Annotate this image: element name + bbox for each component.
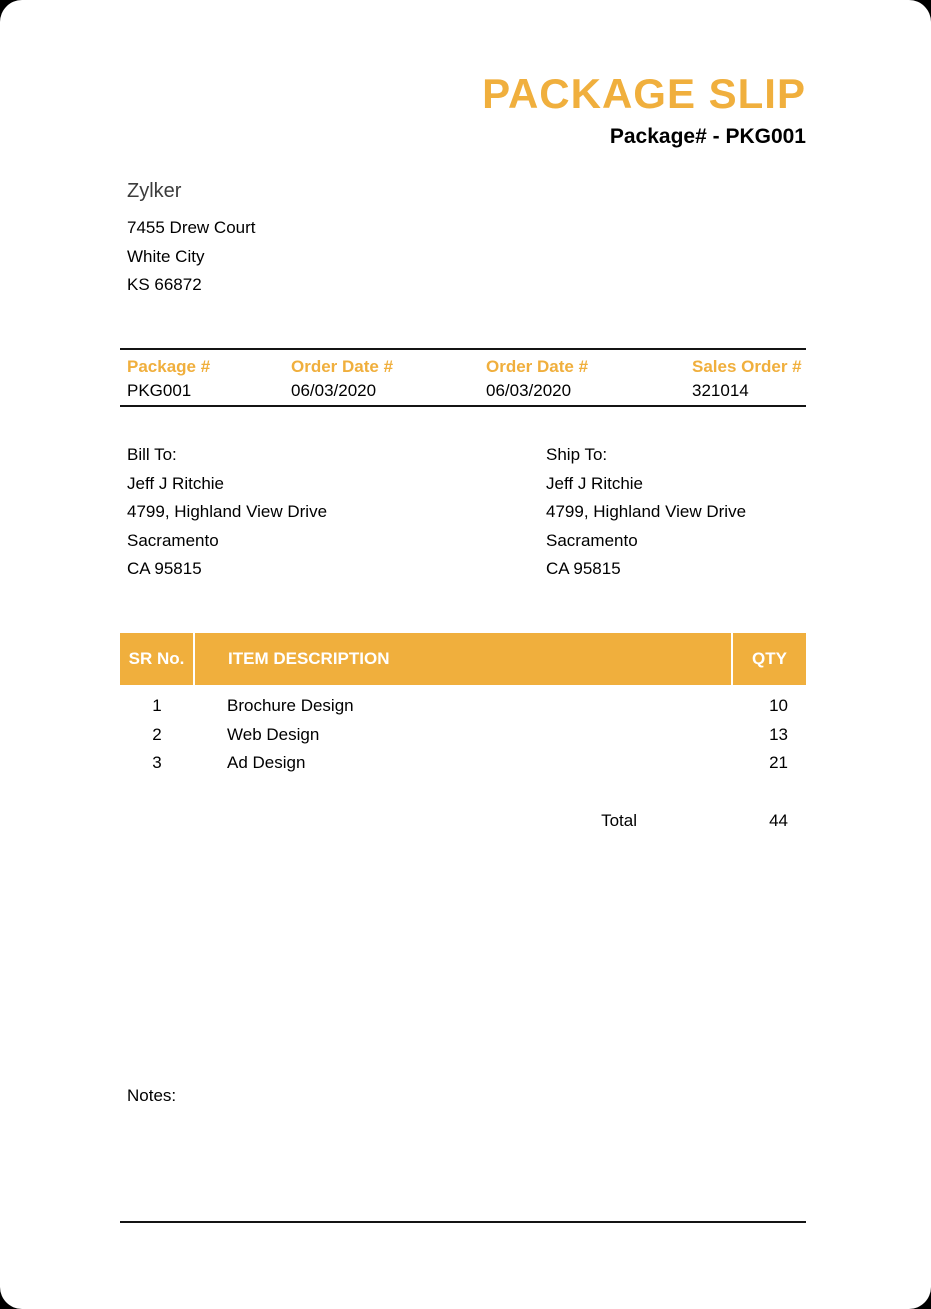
ship-to-line: CA 95815 [546,559,621,578]
package-number: Package# - PKG001 [609,125,806,149]
table-row [120,685,806,721]
item-sr: 2 [152,724,162,744]
company-block [127,180,256,300]
info-value-package: PKG001 [127,380,192,400]
items-header-qty: QTY [732,633,806,685]
notes-label: Notes: [127,1086,177,1105]
bill-to-label: Bill To: [127,445,177,464]
info-value-sales-order: 321014 [692,380,749,400]
total-row [120,778,806,836]
info-value-row [120,379,806,406]
total-qty: 44 [769,810,788,830]
bill-to-line: CA 95815 [127,559,202,578]
document-title: PACKAGE SLIP [482,70,806,117]
package-info-table [120,348,806,407]
items-header-description: ITEM DESCRIPTION [194,633,732,685]
ship-to-block [546,441,746,584]
company-address-line: 7455 Drew Court [127,218,256,237]
table-row [120,749,806,778]
bill-to-line: 4799, Highland View Drive [127,502,328,521]
item-qty: 13 [769,724,788,744]
company-address-line: White City [127,246,205,266]
item-sr: 1 [152,696,162,715]
items-table [120,633,806,835]
footer-divider [120,1221,806,1223]
total-spacer [120,778,194,836]
item-sr: 3 [152,753,162,772]
info-header-row [120,349,806,379]
bill-to-line: Jeff J Ritchie [127,473,225,493]
bill-to-block [127,441,327,584]
document-header [482,72,806,149]
item-description: Ad Design [227,753,306,772]
info-header-order-date-1: Order Date # [291,356,394,376]
company-address-line: KS 66872 [127,275,202,294]
ship-to-label: Ship To: [546,445,608,464]
info-header-sales-order: Sales Order # [692,356,802,376]
total-label: Total [601,810,637,830]
ship-to-line: 4799, Highland View Drive [546,502,747,521]
items-header-sr: SR No. [120,633,194,685]
company-name: Zylker [127,180,182,202]
info-value-order-date-2: 06/03/2020 [486,380,572,400]
info-header-order-date-2: Order Date # [486,356,589,376]
info-header-package: Package # [127,356,211,376]
item-description: Brochure Design [227,696,354,715]
item-qty: 10 [769,696,788,715]
ship-to-line: Jeff J Ritchie [546,473,644,493]
info-value-order-date-1: 06/03/2020 [291,380,377,400]
table-row [120,721,806,750]
item-qty: 21 [769,753,788,772]
items-header-row [120,633,806,685]
item-description: Web Design [227,724,320,744]
ship-to-line: Sacramento [546,530,638,550]
bill-to-line: Sacramento [127,530,219,550]
